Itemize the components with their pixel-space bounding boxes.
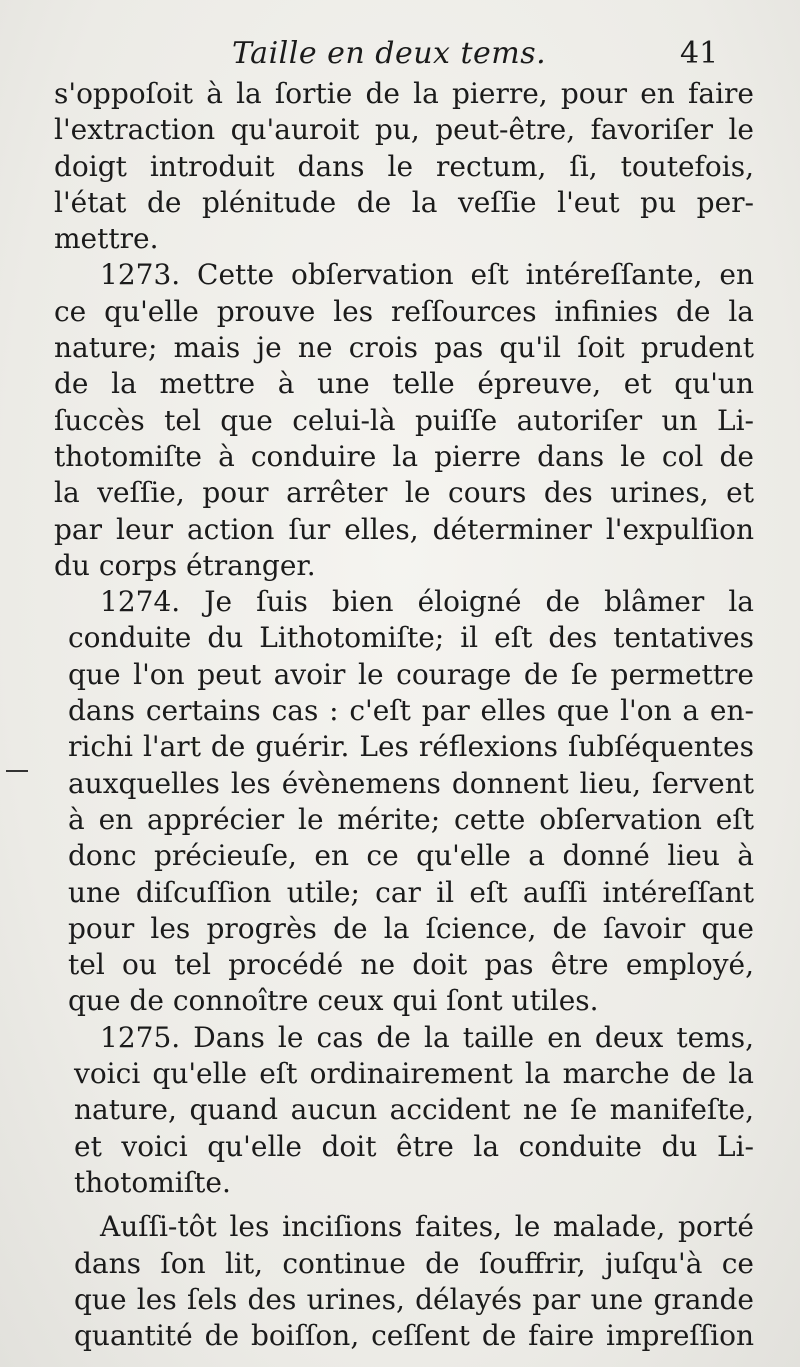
body-text [54,76,754,1354]
text-line: l'état de plénitude de la veſſie l'eut pu per- [54,185,754,219]
text-line: que de connoître ceux qui ſont utiles. [68,984,599,1018]
text-line: par leur action ſur elles, déterminer l'expulſion [54,512,754,546]
text-line: auxquelles les évènemens donnent lieu, ſervent [68,766,754,800]
text-line: nature, quand aucun accident ne ſe manifeſte, [74,1093,754,1127]
text-line: du corps étranger. [54,548,316,582]
text-line: pour les progrès de la ſcience, de ſavoir que [68,911,754,945]
running-head [0,36,800,76]
running-title: Taille en deux tems. [232,36,547,71]
text-line: conduite du Lithotomiſte; il eſt des tentatives [68,621,754,655]
text-line: que l'on peut avoir le courage de ſe permettre [68,657,754,691]
text-line: s'oppoſoit à la ſortie de la pierre, pour en faire [54,77,754,110]
text-line: mettre. [54,222,159,256]
text-line: tel ou tel procédé ne doit pas être employé, [68,948,754,982]
text-line: à en apprécier le mérite; cette obſervation eſt [68,802,754,836]
text-line: donc précieuſe, en ce qu'elle a donné lieu à [68,839,754,873]
paragraph-1275-start: 1275. Dans le cas de la taille en deux tems, [100,1020,754,1054]
text-line: richi l'art de guérir. Les réflexions ſubſéquentes [68,730,754,764]
text-line: dans certains cas : c'eſt par elles que l'on a en- [68,694,754,728]
margin-mark [6,770,28,772]
text-line: dans ſon lit, continue de ſouffrir, juſqu'à ce [74,1246,754,1280]
text-line: thotomiſte. [74,1165,231,1199]
text-line: de la mettre à une telle épreuve, et qu'un [54,367,754,401]
paragraph-1273-start: 1273. Cette obſervation eſt intéreſſante, en [100,258,754,292]
paragraph-1274-start: 1274. Je ſuis bien éloigné de blâmer la [100,585,754,619]
text-line: thotomiſte à conduire la pierre dans le col de [54,439,754,473]
paragraph-start: Auſſi-tôt les inciſions faites, le malade, porté [100,1210,754,1244]
text-line: une diſcuſſion utile; car il eſt auſſi intéreſſant [68,875,754,909]
text-line: voici qu'elle eſt ordinairement la marche de la [74,1057,754,1091]
text-line: l'extraction qu'auroit pu, peut-être, favoriſer le [54,113,754,147]
text-line: doigt introduit dans le rectum, ſi, toutefois, [54,149,754,183]
text-line: nature; mais je ne crois pas qu'il ſoit prudent [54,331,754,365]
text-line: ce qu'elle prouve les reſſources infinies de la [54,294,754,328]
page-number: 41 [680,36,719,71]
text-line: que les ſels des urines, délayés par une grande [74,1282,754,1316]
text-line: quantité de boiſſon, ceſſent de faire impreſſion [74,1319,754,1353]
text-line: et voici qu'elle doit être la conduite du Li- [74,1129,754,1163]
text-line: ſuccès tel que celui-là puiſſe autoriſer un Li- [54,403,754,437]
text-line: la veſſie, pour arrêter le cours des urines, et [54,476,754,510]
